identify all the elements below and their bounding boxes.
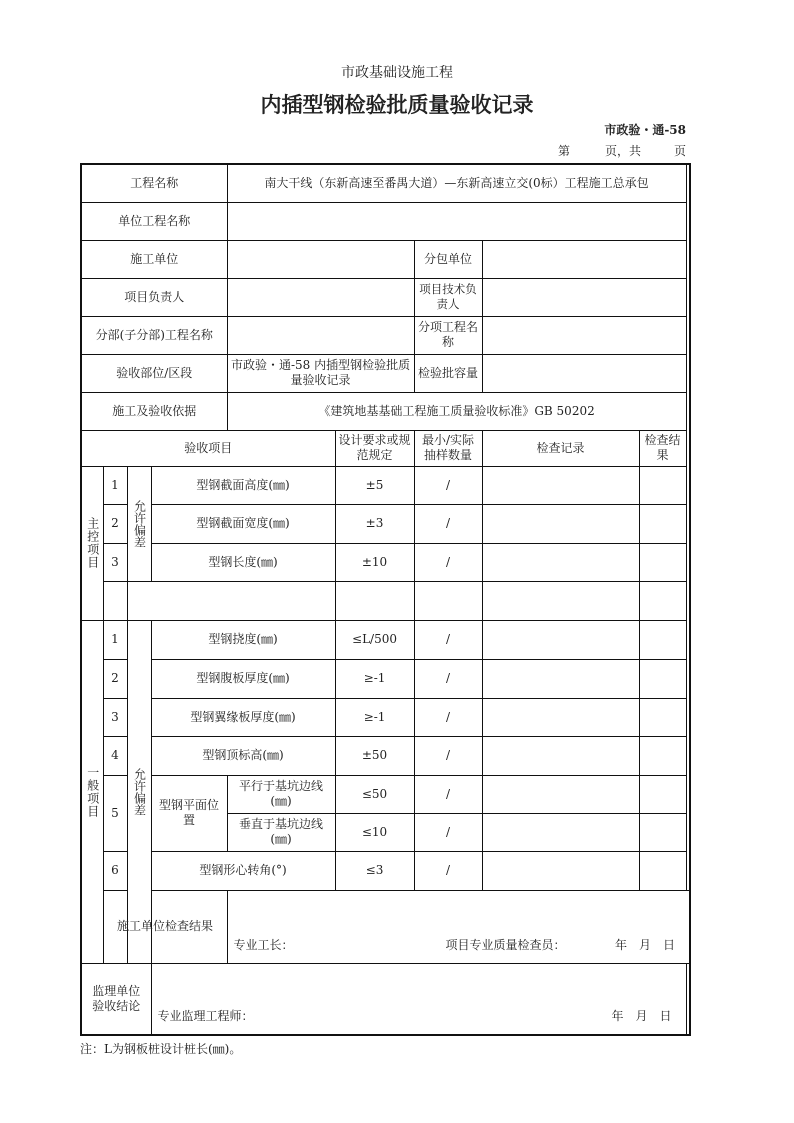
mc-empty-no	[103, 581, 127, 620]
gen-row5-name: 型钢平面位置	[151, 775, 227, 851]
page-di: 第	[558, 144, 571, 158]
subcontract-value[interactable]	[482, 240, 686, 278]
gen-row-result[interactable]	[639, 659, 686, 698]
gen-row-sample: /	[414, 851, 482, 890]
project-name-label: 工程名称	[81, 164, 227, 202]
gen-row-record[interactable]	[482, 736, 639, 775]
construction-date: 年 月 日	[614, 937, 675, 952]
unit-project-label: 单位工程名称	[81, 202, 227, 240]
mc-empty-sample	[414, 581, 482, 620]
gen-row-no: 5	[103, 775, 127, 851]
gen-row5-result1[interactable]	[639, 775, 686, 813]
gen-row-name: 型钢腹板厚度(㎜)	[151, 659, 335, 698]
form-code: 市政验・通-58	[604, 123, 686, 137]
mc-group-label: 允许偏差	[127, 466, 151, 581]
gen-row-name: 型钢形心转角(°)	[151, 851, 335, 890]
document-title: 内插型钢检验批质量验收记录	[260, 93, 534, 117]
mc-row-name: 型钢截面高度(㎜)	[151, 466, 335, 504]
gen-row-no: 6	[103, 851, 127, 890]
gen-row-sample: /	[414, 698, 482, 736]
division-label: 分部(子分部)工程名称	[81, 316, 227, 354]
gen-row-name: 型钢顶标高(㎜)	[151, 736, 335, 775]
col-header-item: 验收项目	[81, 430, 335, 466]
subitem-label: 分项工程名称	[414, 316, 482, 354]
construction-check-area[interactable]	[227, 890, 690, 963]
mc-empty-name	[127, 581, 335, 620]
gen-row-req: ≤L/500	[335, 620, 414, 659]
subitem-value[interactable]	[482, 316, 686, 354]
project-manager-label: 项目负责人	[81, 278, 227, 316]
acceptance-record-table	[80, 163, 691, 1036]
general-label: 一般项目	[81, 620, 103, 963]
gen-row-no: 2	[103, 659, 127, 698]
supervision-date: 年 月 日	[611, 1009, 672, 1023]
gen-row-sample: /	[414, 620, 482, 659]
document-subtitle: 市政基础设施工程	[341, 65, 453, 81]
location-value[interactable]: 市政验・通-58 内插型钢检验批质量验收记录	[227, 354, 414, 392]
capacity-value[interactable]	[482, 354, 686, 392]
col-header-result: 检查结果	[639, 430, 686, 466]
gen-row-result[interactable]	[639, 698, 686, 736]
gen-row-result[interactable]	[639, 851, 686, 890]
gen-row-record[interactable]	[482, 659, 639, 698]
gen-row-name: 型钢翼缘板厚度(㎜)	[151, 698, 335, 736]
mc-row-record[interactable]	[482, 466, 639, 504]
mc-row-result[interactable]	[639, 466, 686, 504]
tech-manager-label: 项目技术负责人	[414, 278, 482, 316]
mc-empty-result[interactable]	[639, 581, 686, 620]
page-ye-gong: 页，共	[605, 144, 642, 158]
capacity-label: 检验批容量	[414, 354, 482, 392]
gen-row5-sample1: /	[414, 775, 482, 813]
mc-row-req: ±5	[335, 466, 414, 504]
mc-row-name: 型钢长度(㎜)	[151, 543, 335, 581]
gen-row5-req2: ≤10	[335, 813, 414, 851]
basis-label: 施工及验收依据	[81, 392, 227, 430]
construction-check-label: 施工单位检查结果	[103, 890, 227, 963]
mc-row-no: 2	[103, 504, 127, 543]
project-name-value: 南大干线（东新高速至番禺大道）—东新高速立交(0标）工程施工总承包	[227, 164, 686, 202]
col-header-record: 检查记录	[482, 430, 639, 466]
gen-row5-sub1: 平行于基坑边线(㎜)	[227, 775, 335, 813]
gen-row-req: ≥-1	[335, 659, 414, 698]
subcontract-label: 分包单位	[414, 240, 482, 278]
main-control-label: 主控项目	[81, 466, 103, 620]
location-label: 验收部位/区段	[81, 354, 227, 392]
gen-row-req: ≥-1	[335, 698, 414, 736]
gen-row-no: 1	[103, 620, 127, 659]
mc-row-sample: /	[414, 466, 482, 504]
footnote: 注：L为钢板桩设计桩长(㎜)。	[80, 1042, 242, 1056]
gen-row5-sub2: 垂直于基坑边线(㎜)	[227, 813, 335, 851]
col-header-sample: 最小/实际抽样数量	[414, 430, 482, 466]
construction-unit-value[interactable]	[227, 240, 414, 278]
gen-row-result[interactable]	[639, 736, 686, 775]
mc-empty-record[interactable]	[482, 581, 639, 620]
gen-row-no: 4	[103, 736, 127, 775]
mc-row-result[interactable]	[639, 543, 686, 581]
division-value[interactable]	[227, 316, 414, 354]
mc-empty-req	[335, 581, 414, 620]
basis-value: 《建筑地基基础工程施工质量验收标准》GB 50202	[227, 392, 686, 430]
gen-row-sample: /	[414, 659, 482, 698]
gen-row-record[interactable]	[482, 851, 639, 890]
mc-row-result[interactable]	[639, 504, 686, 543]
mc-row-req: ±3	[335, 504, 414, 543]
mc-row-sample: /	[414, 504, 482, 543]
gen-row-result[interactable]	[639, 620, 686, 659]
gen-row-name: 型钢挠度(㎜)	[151, 620, 335, 659]
mc-row-no: 3	[103, 543, 127, 581]
supervision-area[interactable]	[151, 963, 686, 1035]
page-ye: 页	[674, 144, 687, 158]
unit-project-value[interactable]	[227, 202, 686, 240]
foreman-label: 专业工长：	[233, 937, 294, 952]
gen-row5-result2[interactable]	[639, 813, 686, 851]
mc-row-name: 型钢截面宽度(㎜)	[151, 504, 335, 543]
mc-row-record[interactable]	[482, 504, 639, 543]
gen-row-sample: /	[414, 736, 482, 775]
mc-row-no: 1	[103, 466, 127, 504]
construction-unit-label: 施工单位	[81, 240, 227, 278]
mc-row-record[interactable]	[482, 543, 639, 581]
gen-row-record[interactable]	[482, 698, 639, 736]
engineer-label: 专业监理工程师：	[157, 1009, 254, 1023]
gen-row5-req1: ≤50	[335, 775, 414, 813]
col-header-design: 设计要求或规范规定	[335, 430, 414, 466]
supervision-label: 监理单位验收结论	[81, 963, 151, 1035]
gen-row-record[interactable]	[482, 620, 639, 659]
gen-row5-record1[interactable]	[482, 775, 639, 813]
project-manager-value[interactable]	[227, 278, 414, 316]
gen-row-req: ±50	[335, 736, 414, 775]
mc-row-sample: /	[414, 543, 482, 581]
mc-row-req: ±10	[335, 543, 414, 581]
gen-row5-record2[interactable]	[482, 813, 639, 851]
qc-label: 项目专业质量检查员：	[445, 937, 566, 952]
gen-row-no: 3	[103, 698, 127, 736]
tech-manager-value[interactable]	[482, 278, 686, 316]
gen-group-label: 允许偏差	[127, 620, 151, 963]
gen-row5-sample2: /	[414, 813, 482, 851]
gen-row-req: ≤3	[335, 851, 414, 890]
